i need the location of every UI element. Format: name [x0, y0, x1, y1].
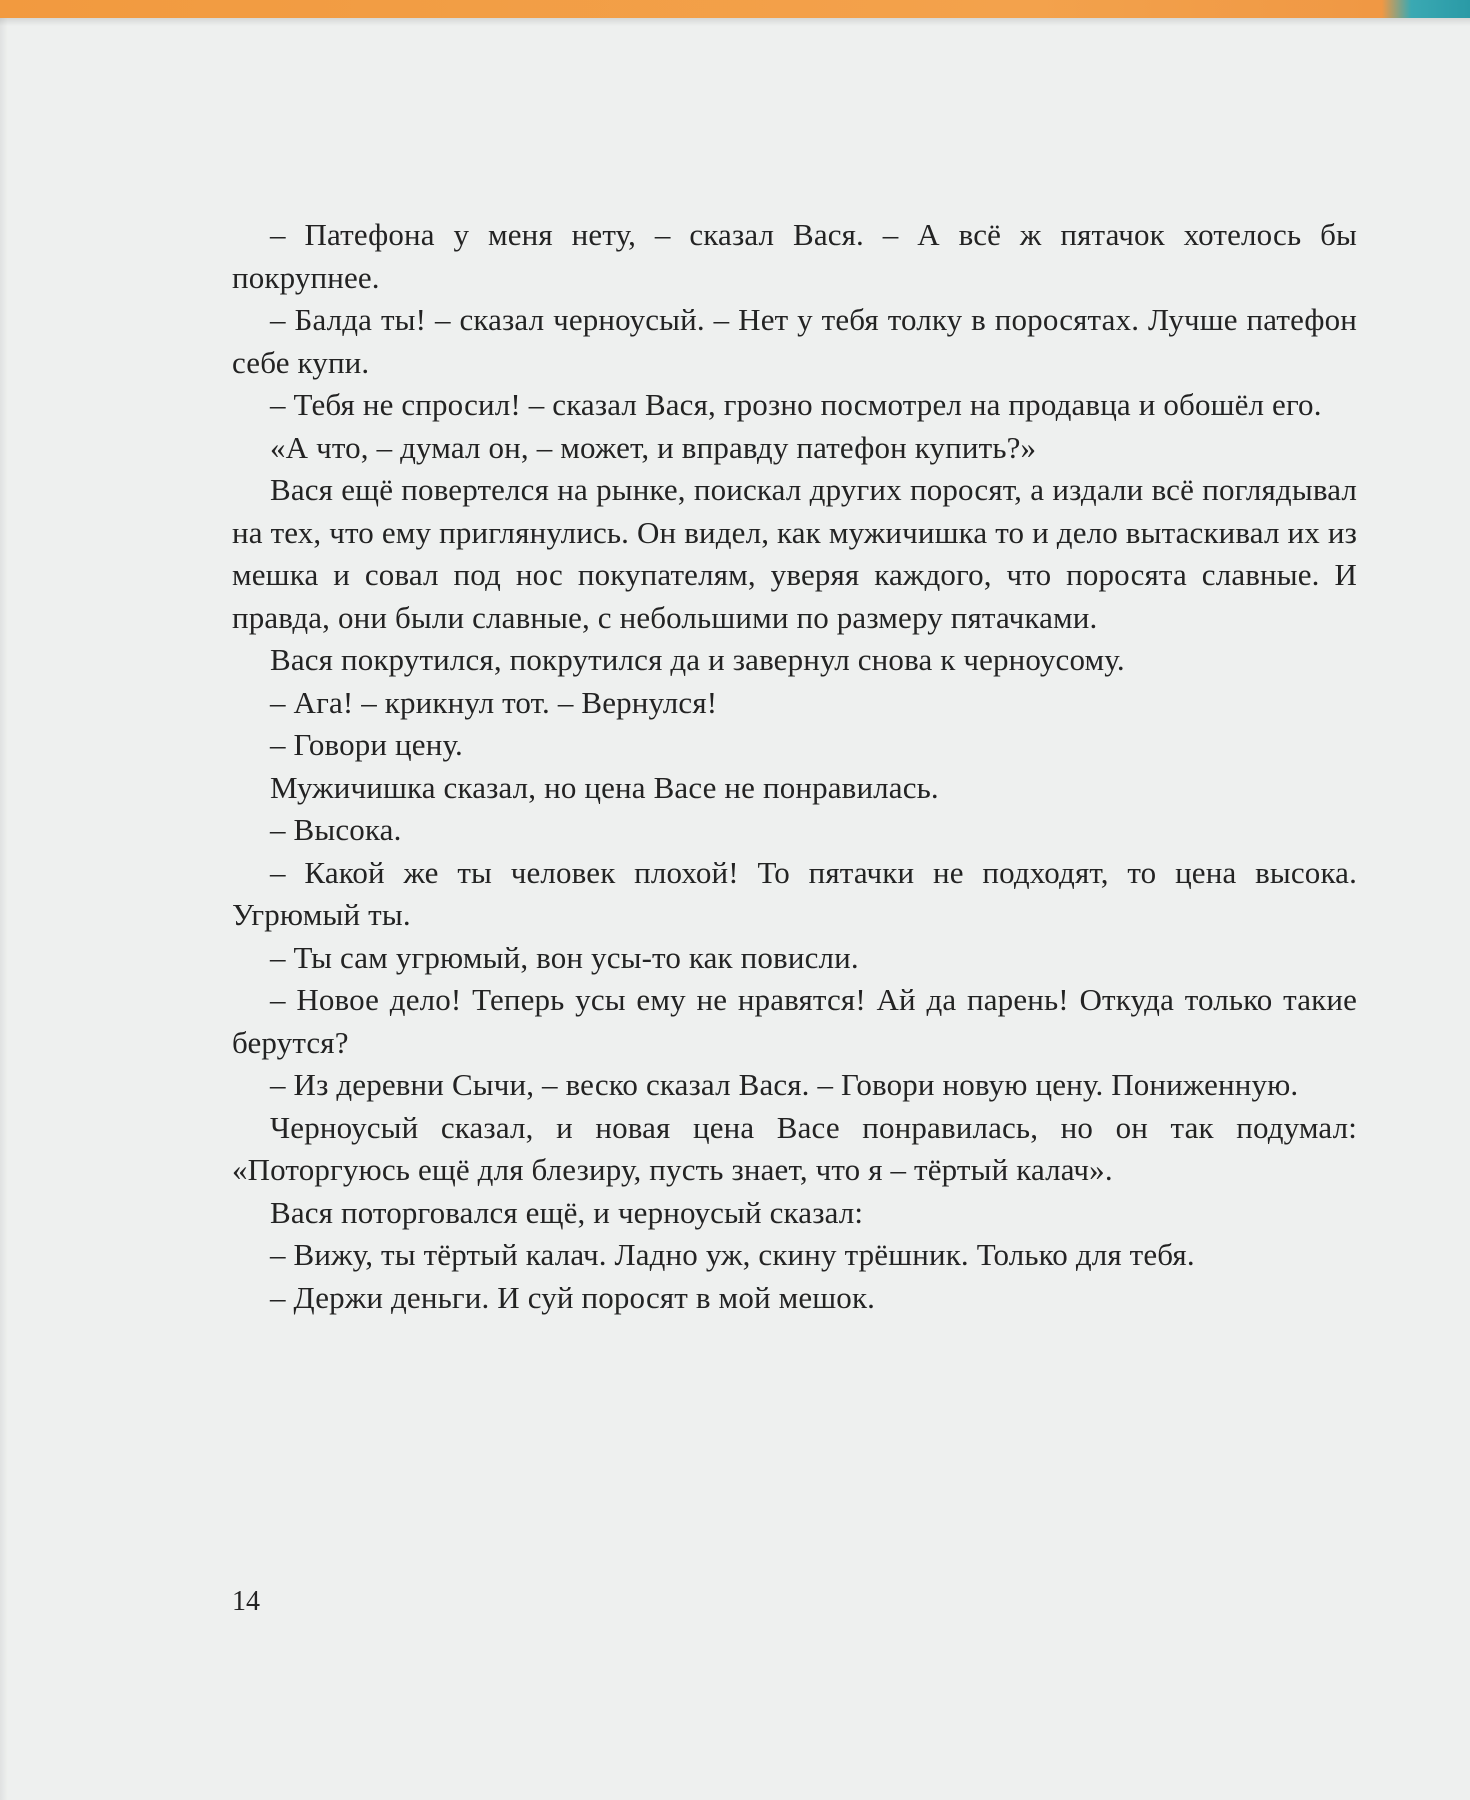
paragraph: – Говори цену.	[270, 727, 463, 762]
paragraph: – Из деревни Сычи, – веско сказал Вася. – Говори новую цену. Пониженную.	[270, 1067, 1299, 1102]
page-number: 14	[232, 1586, 260, 1617]
book-page	[0, 18, 1470, 1800]
paragraph: – Держи деньги. И суй поросят в мой мешок.	[270, 1279, 876, 1315]
paragraph: Вася ещё повертелся на рынке, поискал других поросят, а издали всё поглядывал на тех, что ему приглянулись. Он видел, как мужичишка то и дело вытаскивал их из мешка и совал под нос покупателям, уверяя каждого, что поросята славные. И правда, они были славные, с небольшими по размеру пятачками.	[232, 472, 1357, 635]
paragraph: – Какой же ты человек плохой! То пятачки не подходят, то цена высока. Угрюмый ты.	[232, 854, 1357, 932]
paragraph: – Новое дело! Теперь усы ему не нравятся! Ай да парень! Откуда только такие берутся?	[232, 982, 1357, 1060]
paragraph: Черноусый сказал, и новая цена Васе понравилась, но он так подумал: «Поторгуюсь ещё для блезиру, пусть знает, что я – тёртый калач».	[232, 1109, 1357, 1187]
paragraph: – Вижу, ты тёртый калач. Ладно уж, скину трёшник. Только для тебя.	[270, 1237, 1195, 1272]
book-edge-color-strip	[0, 0, 1470, 18]
paragraph: Вася покрутился, покрутился да и завернул снова к черноусому.	[270, 642, 1125, 677]
paragraph: – Высока.	[270, 812, 402, 847]
paragraph: – Тебя не спросил! – сказал Вася, грозно посмотрел на продавца и обошёл его.	[270, 387, 1322, 422]
paragraph: Мужичишка сказал, но цена Васе не понравилась.	[270, 769, 939, 805]
paragraph: «А что, – думал он, – может, и вправду патефон купить?»	[270, 429, 1037, 465]
paragraph: – Ага! – крикнул тот. – Вернулся!	[270, 684, 718, 720]
body-text	[232, 214, 1357, 1319]
paragraph: – Ты сам угрюмый, вон усы-то как повисли.	[270, 939, 859, 975]
paragraph: – Балда ты! – сказал черноусый. – Нет у тебя толку в поросятах. Лучше патефон себе купи.	[232, 302, 1357, 380]
paragraph: Вася поторговался ещё, и черноусый сказал:	[270, 1194, 864, 1230]
paragraph: – Патефона у меня нету, – сказал Вася. – А всё ж пятачок хотелось бы покрупнее.	[232, 217, 1357, 295]
